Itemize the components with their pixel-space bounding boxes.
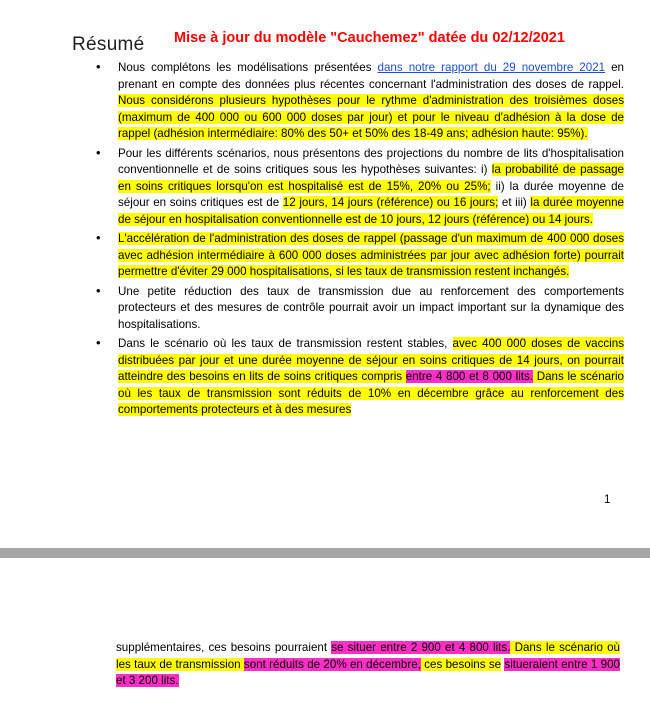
list-item <box>92 60 624 143</box>
bullet-3-highlight-1: L'accélération de l'administration des doses de rappel (passage d'un maximum de 400 000 doses avec adhésion intermédiaire à 600 000 doses administrées par jour avec adhésion forte) pourrait permettre d'éviter 29 000 hospitalisations, si les taux de transmission restent inchangés. <box>118 232 624 278</box>
page-divider <box>0 548 650 558</box>
continuation-paragraph <box>116 640 620 690</box>
bullet-1-text-2: en prenant en compte des données plus récentes concernant l'administration des doses de rappel. <box>118 61 625 91</box>
cont-highlight-yellow-2: ces besoins se <box>420 657 502 671</box>
cont-highlight-pink-2: sont réduits de 20% en décembre, <box>243 657 421 671</box>
page-two <box>0 558 650 709</box>
list-item <box>92 231 624 281</box>
cont-highlight-pink-1: se situer entre 2 900 et 4 800 lits. <box>331 641 511 654</box>
bullet-2-highlight-3: la durée moyenne de séjour en hospitalisation conventionnelle est de 10 jours, 12 jours (référence) ou 14 jours. <box>118 196 625 226</box>
bullet-2-highlight-1: la probabilité de passage en soins critiques lorsqu'on est hospitalisé est de 15%, 20% ou 25%; <box>118 163 624 193</box>
list-item <box>92 284 624 334</box>
report-link[interactable]: dans notre rapport du 29 novembre 2021 <box>377 61 606 74</box>
cont-text-1: supplémentaires, ces besoins pourraient <box>116 641 332 654</box>
cont-highlight-yellow-1: Dans le scénario où les taux de transmission <box>116 641 620 671</box>
list-item <box>92 146 624 229</box>
bullet-5-text-1: Dans le scénario où les taux de transmission restent stables, <box>118 337 453 350</box>
list-item <box>92 336 624 419</box>
page-title: Résumé <box>72 34 145 55</box>
bullet-2-text-1: Pour les différents scénarios, nous présentons des projections du nombre de lits d'hospitalisation conventionnelle et de soins critiques sous les hypothèses suivantes: i) <box>118 146 624 176</box>
bullet-2-text-3: et iii) <box>498 196 531 209</box>
bullet-1-highlight-1: Nous considérons plusieurs hypothèses pour le rythme d'administration des troisièmes doses (maximum de 400 000 ou 600 000 doses par jour) et pour le niveau d'adhésion à la dose de rappel (adhésion intermédiaire: 80% des 50+ et 50% des 18-49 ans; adhésion haute: 95%). <box>118 94 624 140</box>
header-row <box>0 14 650 54</box>
bullet-5-highlight-1: avec 400 000 doses de vaccins distribuées par jour et une durée moyenne de séjour en soins critiques de 14 jours, on pourrait atteindre des besoins en lits de soins critiques compris <box>118 337 625 383</box>
bullet-1-text-1: Nous complétons les modélisations présentées <box>118 61 378 74</box>
page-number: 1 <box>604 494 611 506</box>
bullet-2-highlight-2: 12 jours, 14 jours (référence) ou 16 jours; <box>282 196 499 209</box>
bullet-2-text-2: ii) la durée moyenne de séjour en soins critiques est de <box>118 179 624 209</box>
cont-highlight-pink-3: situeraient entre 1 900 et 3 200 lits. <box>116 657 621 687</box>
red-annotation-note: Mise à jour du modèle "Cauchemez" datée du 02/12/2021 <box>174 30 565 46</box>
summary-bullet-list <box>92 60 624 422</box>
bullet-4-text-1: Une petite réduction des taux de transmission due au renforcement des comportements protecteurs et des mesures de contrôle pourrait avoir un impact important sur la dynamique des hospitalisations. <box>118 284 624 331</box>
bullet-5-highlight-pink-1: entre 4 800 et 8 000 lits. <box>405 370 533 383</box>
bullet-5-highlight-2: Dans le scénario où les taux de transmission sont réduits de 10% en décembre grâce au renforcement des comportements protecteurs et à des mesures <box>118 370 624 416</box>
